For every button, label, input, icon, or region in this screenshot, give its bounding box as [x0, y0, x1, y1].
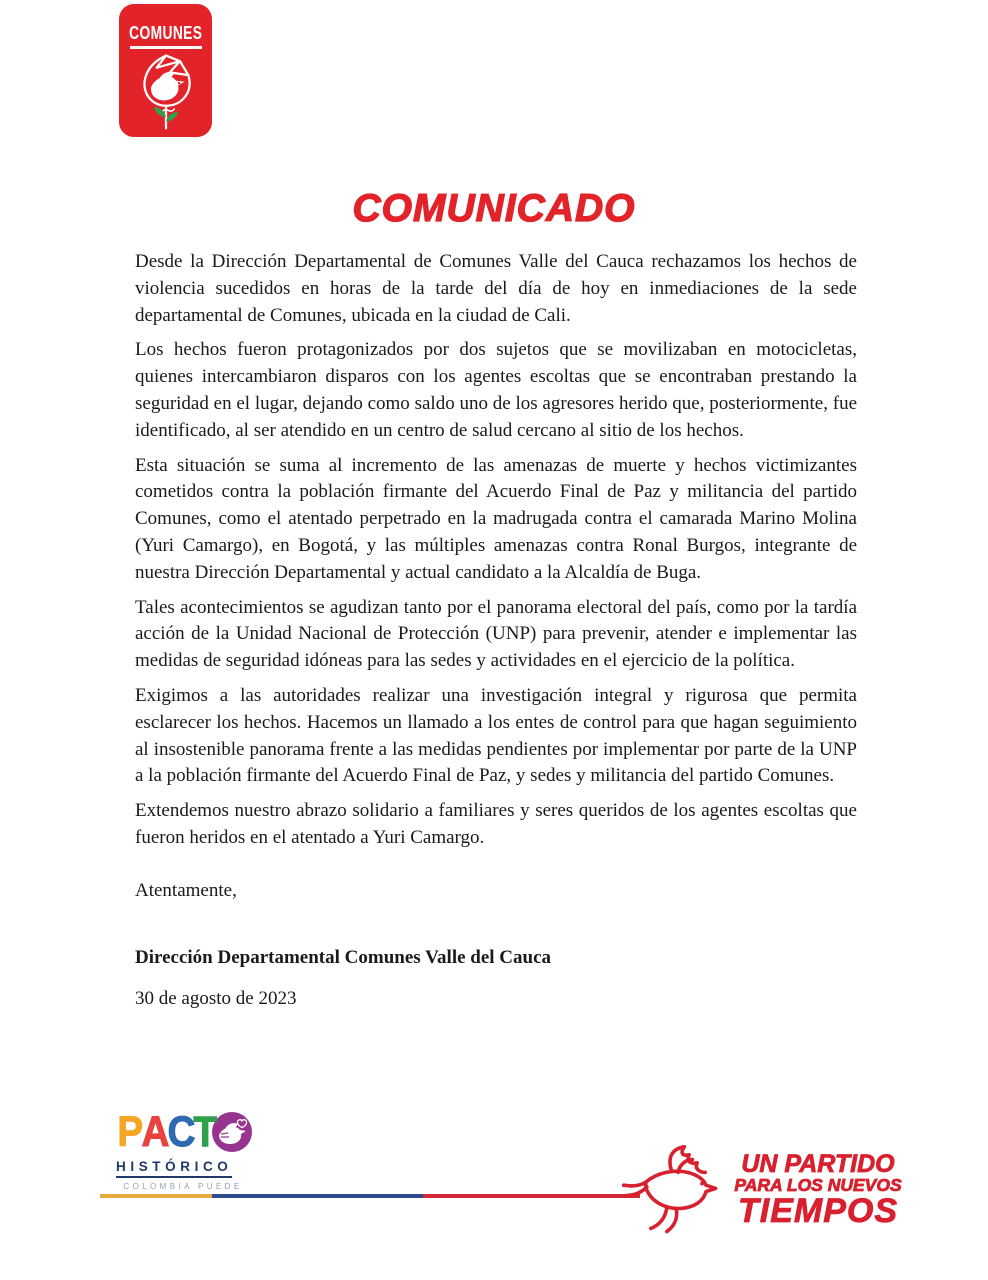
colombia-puede-tagline: COLOMBIA PUEDE	[123, 1182, 243, 1191]
comunes-logo	[119, 4, 212, 137]
paragraph-1: Desde la Dirección Departamental de Comunes Valle del Cauca rechazamos los hechos de violencia sucedidos en horas de la tarde del día de hoy en inmediaciones de la sede departamental de Comunes, ubicada en la ciudad de Cali.	[135, 251, 857, 326]
slogan-line-3: TIEMPOS	[737, 1192, 899, 1230]
paragraph-5: Exigimos a las autoridades realizar una investigación integral y rigurosa que permita esclarecer los hechos. Hacemos un llamado a los entes de control para que hagan seguimiento al insostenible panorama frente a las medidas pendientes por implementar por parte de la UNP a la población firmante del Acuerdo Final de Paz, y sedes y militancia del partido Comunes.	[135, 684, 857, 787]
comunes-logo-wordmark: COMUNES	[128, 22, 203, 45]
letter-body	[135, 249, 857, 1021]
divider-red-segment	[423, 1194, 640, 1198]
signature-line: Dirección Departamental Comunes Valle del Cauca	[135, 946, 552, 968]
slogan-line-2: PARA LOS NUEVOS	[734, 1175, 902, 1195]
divider-yellow-segment	[100, 1194, 212, 1198]
pacto-letter-a: A	[141, 1107, 170, 1156]
slogan-line-1: UN PARTIDO	[741, 1150, 895, 1178]
pacto-historico-logo	[116, 1108, 250, 1191]
paragraph-3: Esta situación se suma al incremento de las amenazas de muerte y hechos victimizantes cometidos contra la población firmante del Acuerdo Final de Paz y militancia del partido Comunes, como el atentado perpetrado en la madrugada contra el camarada Marino Molina (Yuri Camargo), en Bogotá, y las múltiples amenazas contra Ronal Burgos, integrante de nuestra Dirección Departamental y actual candidato a la Alcaldía de Buga.	[135, 454, 857, 583]
comunes-logo-divider	[130, 46, 202, 49]
un-partido-logo	[622, 1136, 909, 1244]
pacto-dove-heart-icon	[212, 1112, 252, 1152]
pacto-wordmark	[116, 1108, 250, 1156]
slogan-text	[727, 1152, 909, 1228]
divider-blue-segment	[212, 1194, 423, 1198]
dove-outline-icon	[622, 1136, 726, 1244]
tricolor-divider	[100, 1194, 640, 1198]
closing-salutation: Atentamente,	[135, 879, 237, 901]
paragraph-2: Los hechos fueron protagonizados por dos sujetos que se movilizaban en motocicletas, quienes intercambiaron disparos con los agentes escoltas que se encontraban prestando la seguridad en el lugar, dejando como saldo uno de los agresores herido que, posteriormente, fue identificado, al ser atendido en un centro de salud cercano al sitio de los hechos.	[135, 339, 857, 441]
rose-dove-icon	[137, 50, 195, 132]
document-date: 30 de agosto de 2023	[135, 988, 297, 1010]
pacto-letter-c: C	[167, 1107, 196, 1156]
historico-wordmark: HISTÓRICO	[116, 1159, 232, 1178]
page-title: COMUNICADO	[352, 187, 636, 230]
paragraph-6: Extendemos nuestro abrazo solidario a familiares y seres queridos de los agentes escoltas que fueron heridos en el atentado a Yuri Camargo.	[135, 800, 857, 848]
pacto-letter-p: P	[117, 1107, 144, 1156]
pacto-letter-t: T	[193, 1107, 217, 1156]
paragraph-4: Tales acontecimientos se agudizan tanto por el panorama electoral del país, como por la tardía acción de la Unidad Nacional de Protección (UNP) para prevenir, atender e implementar las medidas de seguridad idóneas para las sedes y actividades en el ejercicio de la política.	[135, 596, 857, 672]
